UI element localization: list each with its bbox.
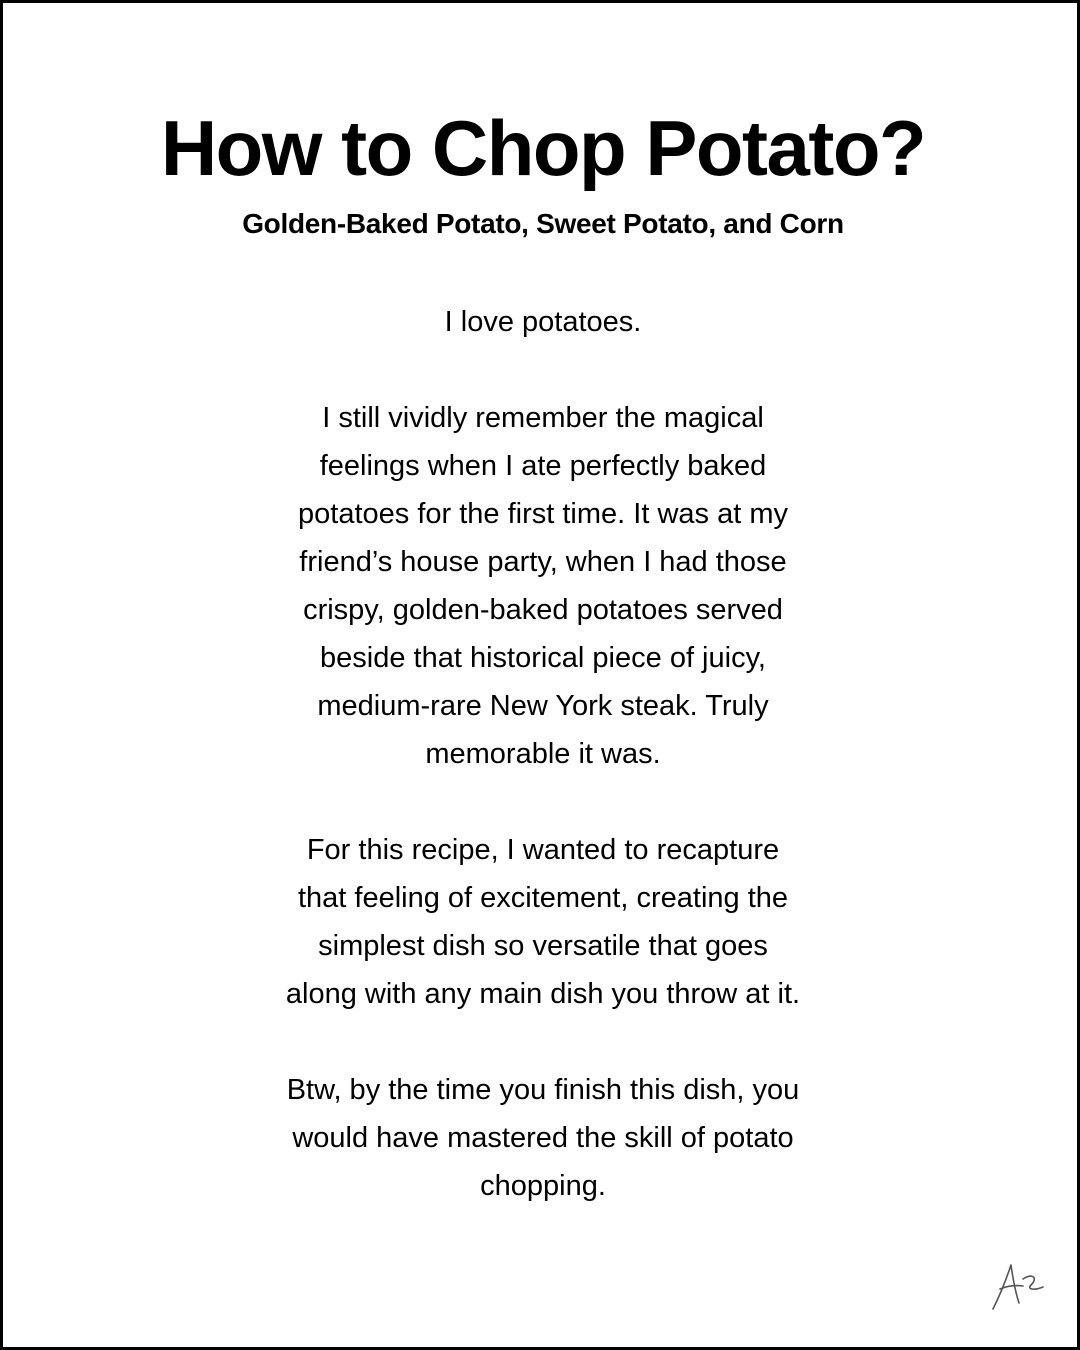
page-title: How to Chop Potato?	[160, 104, 926, 192]
paragraph-intro: I love potatoes.	[444, 306, 642, 338]
page-subtitle: Golden-Baked Potato, Sweet Potato, and Corn	[242, 208, 844, 239]
paragraph-memory: I still vividly remember the magical feelings when I ate perfectly baked potatoes for the first time. It was at my friend’s house party, when I had those crispy, golden-baked potatoes served beside that historical piece of juicy, medium-rare New York steak. Truly memorable it was.	[298, 402, 788, 770]
body-text	[203, 298, 883, 1258]
paragraph-recipe: For this recipe, I wanted to recapture that feeling of excitement, creating the simplest dish so versatile that goes along with any main dish you throw at it.	[285, 834, 801, 1010]
signature-icon	[987, 1255, 1051, 1315]
paragraph-closing: Btw, by the time you finish this dish, you would have mastered the skill of potato chopping.	[286, 1074, 800, 1202]
